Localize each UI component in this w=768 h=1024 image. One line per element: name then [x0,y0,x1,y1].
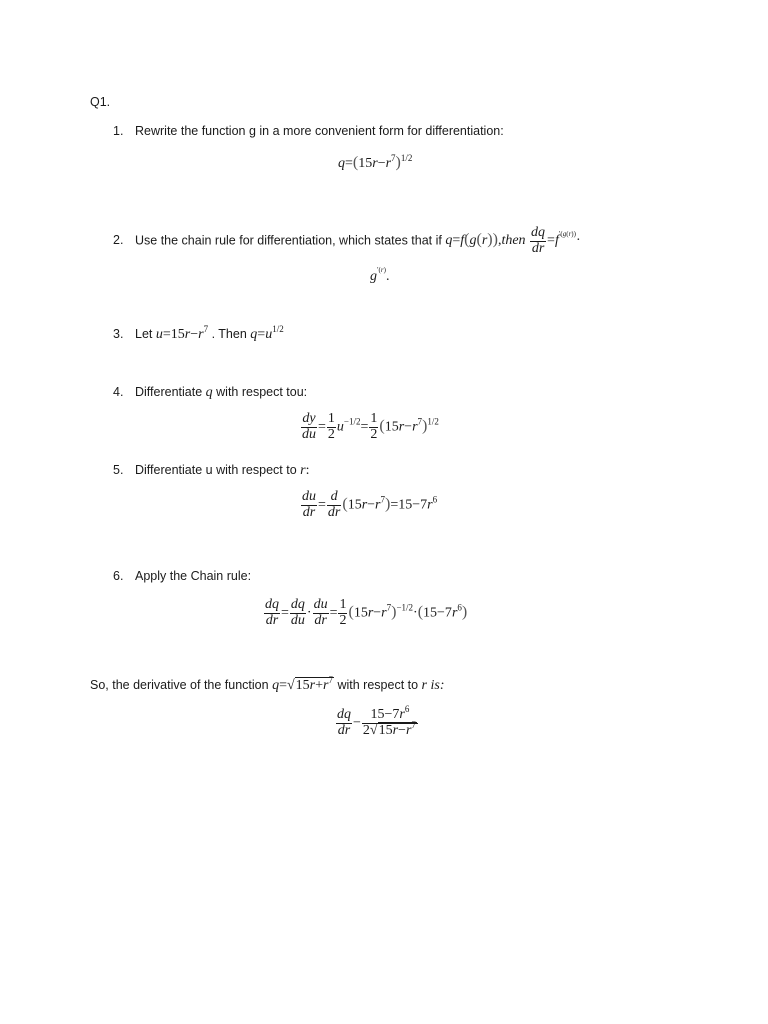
step-1 [113,124,504,138]
step-number: 4. [113,385,124,399]
step-text-mid: with respect to [216,385,297,399]
conclusion-text: So, the derivative of the function [90,678,269,692]
heading: Q1. [90,95,111,109]
step-text-mid: . Then [211,327,247,341]
substitution-u: $u=15r-r^7$ [155,324,209,342]
equation-4: $\frac{dy}{du}$ = $\frac{1}{2}$ $u^{-1/2}=$ $\frac{1}{2}$ $(15r-r^7)^{1/2}$ [302,411,439,442]
step-text: Let [135,327,153,341]
step-text: Rewrite the function g in a more convenient form for differentiation: [135,124,504,138]
step-text: Apply the Chain rule: [135,569,252,583]
step-text: Differentiate u with respect to [135,463,297,477]
conclusion-text-end: is: [430,678,445,693]
step-6 [113,569,251,583]
step-number: 1. [113,124,124,138]
substitution-q: $q=u^{1/2}$ [250,324,284,342]
step-text-end: u: [296,385,308,399]
chain-rule-formula-cont: $g^{'(r)}$. [370,266,390,284]
step-2 [113,226,581,256]
step-number: 5. [113,463,124,477]
equation-5: $\frac{du}{dr}$ = $\frac{d}{dr}$ $(15r-r^7)=15-7r^6$ [302,489,438,520]
step-4 [113,385,307,401]
equation-6: $\frac{dq}{dr}$ = $\frac{dq}{du}$ · $\frac{du}{dr}$ = $\frac{1}{2}$ $(15r-r^7)^{-1/2}\cdot(15-7r^6)$ [265,597,468,628]
conclusion [90,675,445,694]
variable-q: q [205,385,213,400]
step-number: 6. [113,569,124,583]
step-number: 3. [113,327,124,341]
step-3 [113,324,284,343]
final-equation: $\frac{dq}{dr}$ − $\frac{15-7r^6}{2√15r-r^7}$ [337,704,416,738]
function-sqrt: $q=√15r+r^7$ [272,675,333,693]
chain-rule-formula: q=f(g(r)),then $\frac{dq}{dr}$ $=f^{'(g(r))}\cdot$ [445,225,581,256]
step-5 [113,463,310,479]
variable-r: r: [300,463,310,478]
step-number: 2. [113,233,124,248]
step-text: Differentiate [135,385,203,399]
step-text: Use the chain rule for differentiation, which states that if [135,233,442,248]
conclusion-text-mid: with respect to [337,678,419,692]
variable-r: r [421,678,427,693]
equation-1: $q=(15r-r^7)^{1/2}$ [338,153,413,171]
